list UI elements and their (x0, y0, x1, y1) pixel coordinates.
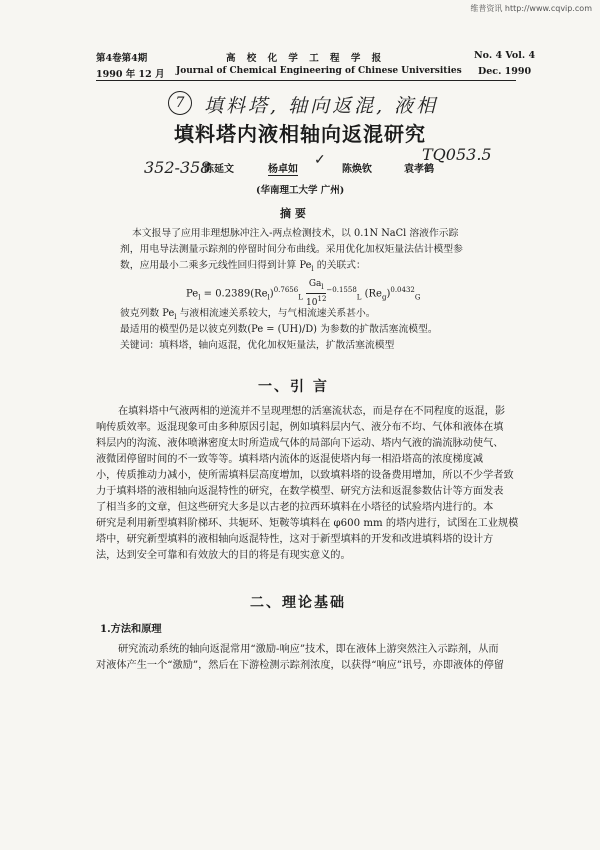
intro-line: 料层内的沟流、液体喷淋密度太时所造成气体的局部向下运动、塔内气液的湍流脉动使气、 (96, 438, 504, 449)
header-journal-cn: 高 校 化 学 工 程 学 报 (226, 53, 386, 64)
abstract-text: 数，应用最小二乘多元线性回归得到计算 Pe (120, 260, 312, 271)
intro-line: 力于填料塔的液相轴向返混特性的研究，在数学模型、研究方法和返混参数估计等方面发表 (96, 486, 504, 497)
formula-exp1: 0.7656 (273, 286, 299, 294)
handwritten-classification: TQ053.5 (422, 145, 492, 164)
section-heading-introduction: 一、引 言 (258, 379, 329, 395)
formula-lhs: Pe (186, 288, 199, 300)
formula-exp: 12 (317, 294, 327, 303)
intro-line: 液微团停留时间的不一致等等。填料塔内流体的返混使塔内每一相沿塔高的浓度梯度减 (96, 454, 484, 465)
formula-ga: Ga (308, 278, 322, 289)
paper-title: 填料塔内液相轴向返混研究 (174, 122, 426, 146)
author-2: 杨卓如 (268, 160, 298, 176)
intro-line: 在填料塔中气液两相的逆流并不呈现理想的活塞流状态，而是存在不同程度的返混，影 (118, 406, 506, 417)
author-4: 袁孝鹤 (404, 164, 434, 175)
formula-exp3: 0.0432 (390, 286, 415, 294)
formula-sub: l (267, 293, 270, 302)
section-heading-theory: 二、理论基础 (250, 595, 346, 611)
intro-line: 塔中，研究新型填料的液相轴向返混特性，这对于新型填料的开发和改进填料塔的设计方 (96, 534, 494, 545)
formula-exp2: −0.1558 (326, 286, 357, 294)
header-journal-en: Journal of Chemical Engineering of Chinese Universities (176, 66, 462, 76)
header-vol-issue-en: No. 4 Vol. 4 (474, 50, 536, 61)
subscript-l: l (174, 312, 177, 321)
formula-sub: l (321, 282, 324, 291)
intro-line: 响传质效率。返混现象可由多种原因引起，例如填料层内气、液分布不均、气体和液体在填 (96, 422, 504, 433)
correlation-formula: $Pe_l = 0.2389(Re_l)^{0.7656}_L$ $Ga_l$ $10^{12}$ $^{-0.1558}_L$ $(Re_g)^{0.0432}_G$ (186, 278, 421, 308)
abstract-line: 剂，用电导法测量示踪剂的停留时间分布曲线。采用优化加权矩量法估计模型参 (120, 244, 463, 255)
formula-sub: l (198, 293, 201, 302)
formula-ten: 10 (306, 297, 318, 308)
header-vol-issue-cn: 第4卷第4期 (96, 53, 148, 64)
theory-line: 对液体产生一个“激励”，然后在下游检测示踪剂浓度，以获得“响应”讯号，亦即液体的停留 (96, 660, 504, 671)
author-3: 陈焕钦 (342, 164, 372, 175)
formula-re-g: (Re (364, 288, 382, 300)
abstract-heading: 摘 要 (280, 207, 306, 220)
header-date-en: Dec. 1990 (478, 66, 532, 77)
formula-eq: = 0.2389(Re (203, 288, 268, 300)
intro-line: 小，传质推动力减小，使所需填料层高度增加，以致填料塔的设备费用增加，所以不少学者致 (96, 470, 514, 481)
formula-fraction (306, 279, 326, 309)
handwritten-circle-number: 7 (168, 91, 192, 115)
keywords-line: 关键词：填料塔，轴向返混，优化加权矩量法，扩散活塞流模型 (120, 340, 395, 351)
abstract-line: 最适用的模型仍是以彼克列数(Pe = (UH)/D) 为参数的扩散活塞流模型。 (120, 324, 438, 335)
abstract-line (120, 258, 366, 277)
handwritten-page-range: 352-358 (144, 158, 211, 177)
affiliation: (华南理工大学 广州) (256, 185, 345, 196)
handwritten-check-mark: ✓ (314, 152, 326, 168)
intro-line: 法，达到安全可靠和有效放大的目的将是有现实意义的。 (96, 550, 351, 561)
header-date-cn: 1990 年 12 月 (96, 69, 165, 80)
subsection-heading: 1.方法和原理 (100, 623, 162, 635)
intro-line: 了相当多的文章，但这些研究大多是以古老的拉西环填料在小塔径的试验塔内进行的。本 (96, 502, 494, 513)
abstract-text: 的关联式： (316, 260, 366, 271)
subscript-l: l (311, 264, 314, 273)
theory-line: 研究流动系统的轴向返混常用“激励-响应”技术，即在液体上游突然注入示踪剂，从而 (118, 644, 499, 655)
formula-sub: L (356, 293, 362, 302)
formula-sub: g (381, 293, 387, 302)
watermark: 维普资讯 http://www.cqvip.com (470, 4, 592, 13)
intro-line: 研究是利用新型填料阶梯环、共轭环、矩鞍等填料在 φ600 mm 的塔内进行，试图在工业规模 (96, 518, 519, 529)
header-rule (96, 80, 516, 81)
abstract-line: 本文报导了应用非理想脉冲注入-两点检测技术，以 0.1N NaCl 溶液作示踪 (132, 228, 459, 239)
fraction-numerator (306, 279, 326, 294)
formula-sub: L (298, 293, 303, 302)
handwritten-keywords: 填料塔, 轴向返混, 液相 (204, 95, 439, 117)
abstract-text: 彼克列数 Pe (120, 308, 175, 319)
abstract-text: 与液相流速关系较大，与气相流速关系甚小。 (176, 308, 376, 319)
formula-sub: G (414, 293, 421, 302)
author-1: 陈延文 (204, 164, 234, 175)
